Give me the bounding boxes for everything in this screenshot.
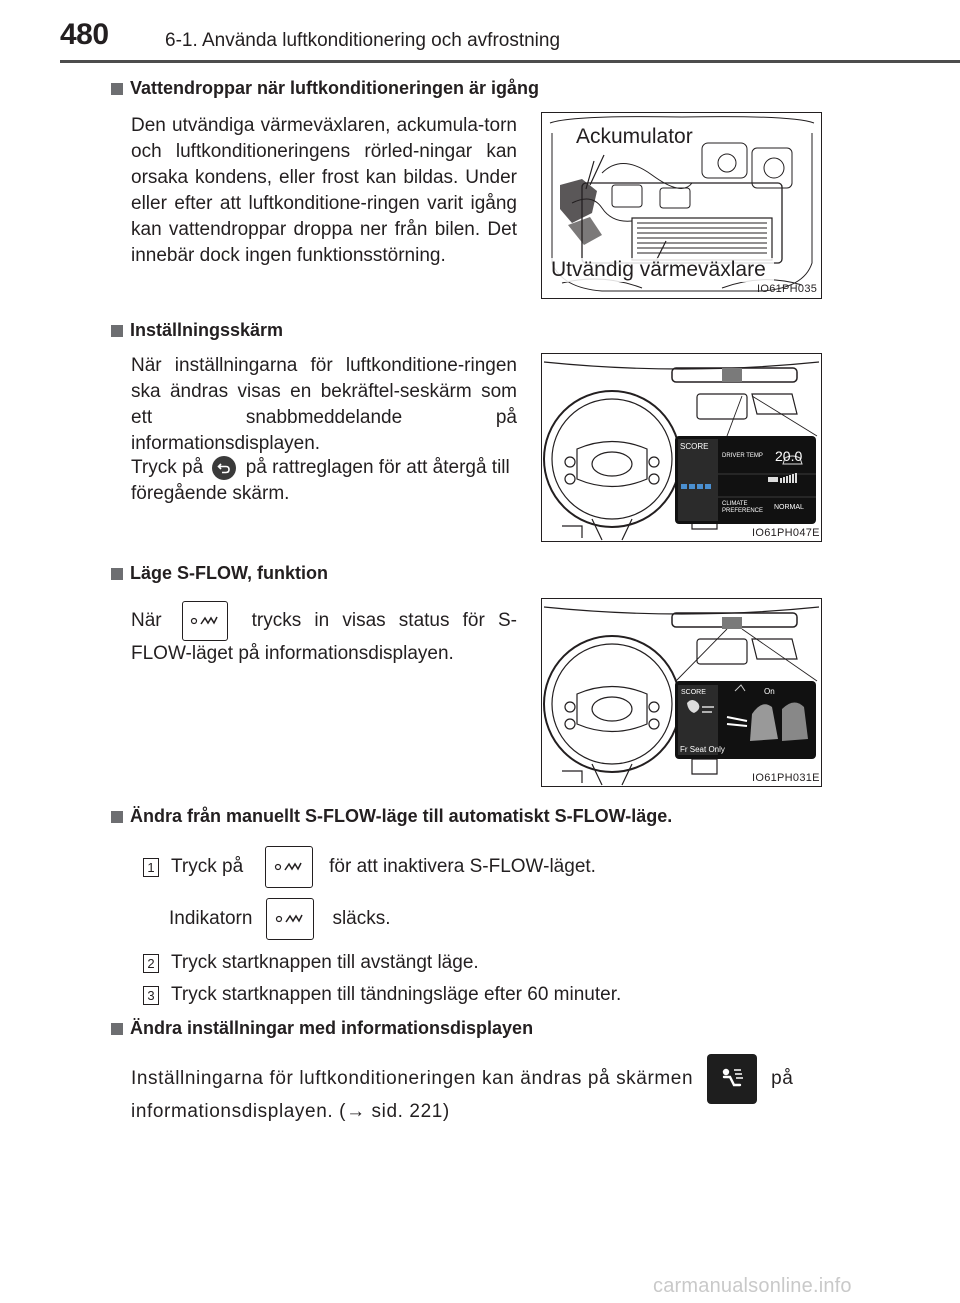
info-text-before: Inställningarna för luftkonditioneringen kan ändras på skärmen [131, 1068, 694, 1089]
step-3 [143, 984, 621, 1006]
label-outer-heat-exchanger: Utvändig värmeväxlare [551, 258, 766, 281]
step-1-indicator [169, 898, 391, 940]
figure-engine-bay [541, 112, 822, 299]
figure-dashboard-sflow [541, 598, 822, 787]
figure-code: IO61PH047E [752, 527, 820, 539]
info-text-after: på [771, 1068, 794, 1089]
step-number: 2 [143, 954, 159, 973]
step-2 [143, 952, 479, 974]
figure-code: IO61PH031E [752, 772, 820, 784]
label-accumulator: Ackumulator [576, 125, 693, 148]
sflow-text-before: När [131, 610, 162, 631]
paragraph-return [131, 455, 517, 507]
screen-on-label: On [764, 687, 775, 696]
screen-climate-label: CLIMATE [722, 501, 748, 507]
step-1 [143, 846, 596, 888]
section-heading-info-display [111, 1018, 533, 1039]
chapter-title: 6-1. Använda luftkonditionering och avfrostning [165, 30, 561, 51]
figure-dashboard-settings [541, 353, 822, 542]
section-heading-water-drops [111, 78, 539, 99]
heading-text: Vattendroppar när luftkonditioneringen är igång [130, 78, 540, 98]
figure-code: IO61PH035 [757, 283, 818, 295]
sflow-indicator-icon [266, 898, 314, 940]
return-text-before: Tryck på [131, 457, 204, 478]
screen-normal-label: NORMAL [774, 504, 804, 511]
header-rule [60, 60, 960, 63]
screen-temp-value: 20.0 [775, 448, 803, 464]
return-text-after: på rattreglagen för att återgå till föregående skärm. [131, 457, 510, 504]
heading-text: Ändra från manuellt S-FLOW-läge till automatiskt S-FLOW-läge. [130, 806, 673, 826]
heading-text: Ändra inställningar med informationsdisplayen [130, 1018, 534, 1038]
page-reference-link[interactable]: sid. 221) [365, 1101, 450, 1122]
sflow-button-icon [182, 601, 228, 641]
info-line2-text: informationsdisplayen. ( [131, 1101, 347, 1122]
paragraph-info-display-line2 [131, 1101, 450, 1123]
screen-preference-label: PREFERENCE [722, 508, 764, 514]
paragraph-info-display-line1 [131, 1054, 841, 1104]
step-text: Tryck startknappen till avstängt läge. [171, 952, 479, 973]
step-text-before: Tryck på [171, 856, 244, 877]
page-number: 480 [60, 18, 109, 51]
paragraph-settings-popup: När inställningarna för luftkonditione-ringen ska ändras visas en bekräftel-seskärm som ett snabbmeddelande på informationsdisplayen. [131, 355, 517, 454]
screen-fr-seat-only-label: Fr Seat Only [680, 745, 725, 754]
screen-score-label: SCORE [681, 689, 706, 696]
indicator-text-after: släcks. [332, 908, 391, 929]
paragraph-condensation: Den utvändiga värmeväxlaren, ackumula-torn och luftkonditioneringens rörled-ningar kan orsaka kondens, eller frost kan bildas. Under eller efter att luftkonditione-ringen varit igång kan vattendroppar droppa ner från bilen. Det innebär dock ingen funktionsstörning. [131, 115, 517, 266]
bullet-square [111, 811, 123, 823]
heading-text: Inställningsskärm [130, 320, 284, 340]
return-button-icon [212, 456, 236, 480]
heading-text: Läge S-FLOW, funktion [130, 563, 328, 583]
bullet-square [111, 325, 123, 337]
section-heading-settings-screen [111, 320, 283, 341]
section-heading-manual-to-auto [111, 806, 672, 827]
arrow-icon: → [346, 1101, 366, 1122]
watermark: carmanualsonline.info [653, 1275, 852, 1297]
climate-screen-icon [707, 1054, 757, 1104]
paragraph-sflow-line1 [131, 601, 517, 641]
step-text-after: för att inaktivera S-FLOW-läget. [329, 856, 596, 877]
step-text: Tryck startknappen till tändningsläge efter 60 minuter. [171, 984, 622, 1005]
bullet-square [111, 83, 123, 95]
indicator-text-before: Indikatorn [169, 908, 253, 929]
bullet-square [111, 568, 123, 580]
screen-driver-temp-label: DRIVER TEMP [722, 453, 763, 459]
screen-score-label: SCORE [680, 442, 709, 451]
bullet-square [111, 1023, 123, 1035]
sflow-button-icon [265, 846, 313, 888]
paragraph-sflow-line2: FLOW-läget på informationsdisplayen. [131, 643, 454, 664]
step-number: 3 [143, 986, 159, 1005]
section-heading-sflow [111, 563, 328, 584]
step-number: 1 [143, 858, 159, 877]
sflow-text-after: trycks in visas status för S- [251, 610, 517, 631]
